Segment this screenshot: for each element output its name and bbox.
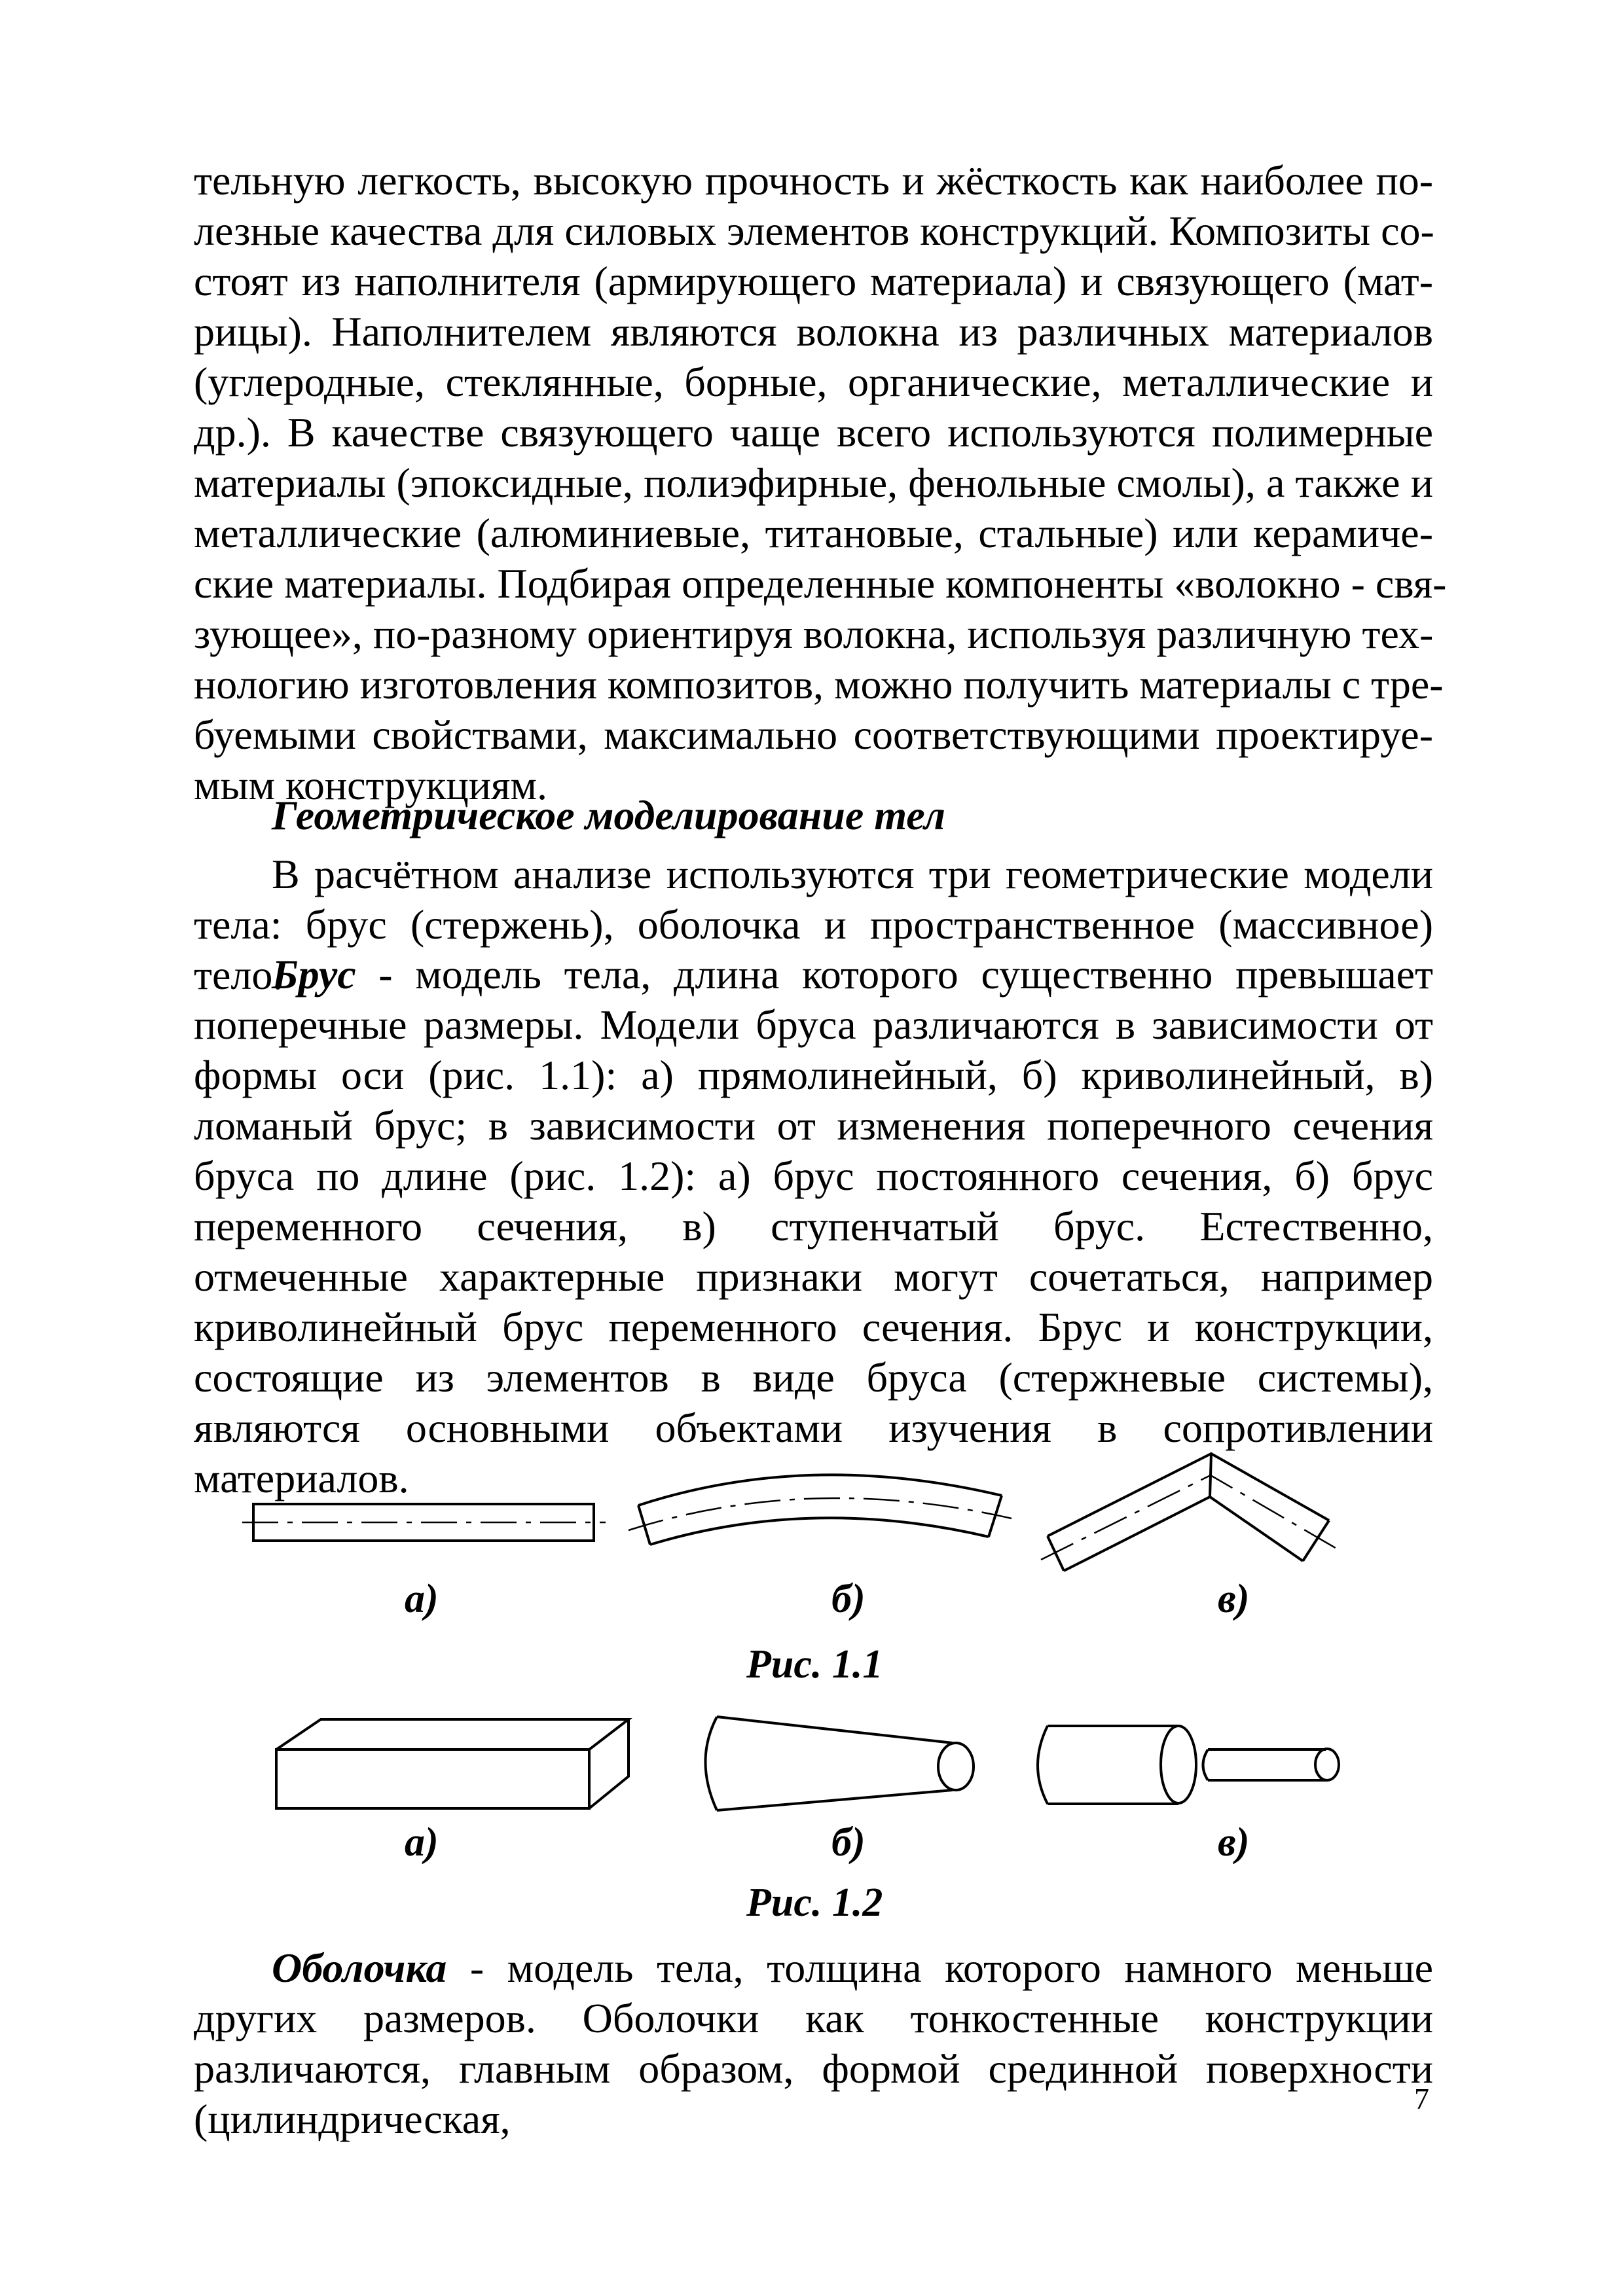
tapered-bar-shape (706, 1717, 974, 1810)
paragraph-composites-line: лезные качества для силовых элементов конструкций. Композиты со- (194, 207, 1434, 254)
paragraph-bar-text (194, 949, 1433, 1503)
figure-1-2-label-c: в) (1218, 1820, 1250, 1865)
paragraph-composites-line: металлические (алюминиевые, титановые, стальные) или керамиче- (194, 510, 1433, 556)
straight-bar-shape (242, 1504, 606, 1541)
figure-1-1-label-a: а) (405, 1577, 439, 1621)
paragraph-composites-line: буемыми свойствами, максимально соответствующими проектируе- (194, 711, 1433, 758)
paragraph-bar (194, 949, 1433, 1503)
prism-shape (276, 1719, 629, 1808)
figure-1-1-drawing (0, 1433, 1623, 1630)
figure-1-1-label-c: в) (1218, 1577, 1250, 1621)
paragraph-composites (194, 155, 1447, 810)
paragraph-bar-body: - модель тела, длина которого существенно превышает поперечные размеры. Модели бруса различаются в зависимости от формы оси (рис. 1.1): а) прямолинейный, б) криволинейный, в) ломаный брус; в зависимости от изменения поперечного сечения бруса по длине (рис. 1.2): а) брус постоянного сечения, б) брус переменного сечения, в) ступенчатый брус. Естественно, отмеченные характерные признаки могут сочетаться, например криволинейный брус переменного сечения. Брус и конструкции, состоящие из элементов в виде бруса (стержневые системы), являются основными объектами изучения в сопротивлении материалов. (194, 951, 1433, 1501)
term-shell: Оболочка (272, 1945, 447, 1991)
figure-1-1-caption: Рис. 1.1 (746, 1642, 883, 1687)
paragraph-composites-line: мым конструкциям. (194, 762, 547, 808)
figure-1-2-label-b: б) (831, 1820, 866, 1865)
paragraph-composites-line: зующее», по-разному ориентируя волокна, используя различную тех- (194, 611, 1434, 657)
paragraph-composites-line: материалы (эпоксидные, полиэфирные, фенольные смолы), а также и (194, 459, 1433, 506)
paragraph-composites-line: др.). В качестве связующего чаще всего используются полимерные (194, 409, 1433, 456)
page-number: 7 (1414, 2082, 1429, 2115)
paragraph-composites-line: стоят из наполнителя (армирующего материала) и связующего (мат- (194, 258, 1433, 304)
paragraph-composites-line: (углеродные, стеклянные, борные, органические, металлические и (194, 359, 1433, 405)
section-heading (194, 790, 1433, 840)
figure-1-2-label-a: а) (405, 1820, 439, 1865)
figure-1-2-drawing (0, 1695, 1623, 1839)
paragraph-composites-line: тельную легкость, высокую прочность и жёсткость как наиболее по- (194, 157, 1433, 204)
figure-1-1-label-b: б) (831, 1577, 866, 1621)
paragraph-models-text: В расчётном анализе используются три геометрические модели тела: брус (стержень), оболочка и пространственное (массивное) тело. (194, 851, 1433, 998)
paragraph-composites-line: рицы). Наполнителем являются волокна из различных материалов (194, 308, 1433, 355)
term-bar: Брус (272, 951, 356, 997)
paragraph-composites-line: ские материалы. Подбирая определенные компоненты «волокно - свя- (194, 560, 1447, 607)
broken-bar-shape (1041, 1454, 1339, 1571)
stepped-bar-shape (1038, 1726, 1339, 1804)
curved-bar-shape (629, 1475, 1012, 1545)
paragraph-shell (194, 1943, 1433, 2144)
paragraph-shell-text (194, 1943, 1433, 2144)
paragraph-composites-line: нологию изготовления композитов, можно получить материалы с тре- (194, 661, 1444, 708)
paragraph-shell-body: - модель тела, толщина которого намного меньше других размеров. Оболочки как тонкостенные конструкции различаются, главным образом, формой срединной поверхности (цилиндрическая, (194, 1945, 1433, 2142)
figure-1-2-caption: Рис. 1.2 (746, 1880, 883, 1925)
section-heading-text: Геометрическое моделирование тел (272, 792, 945, 838)
